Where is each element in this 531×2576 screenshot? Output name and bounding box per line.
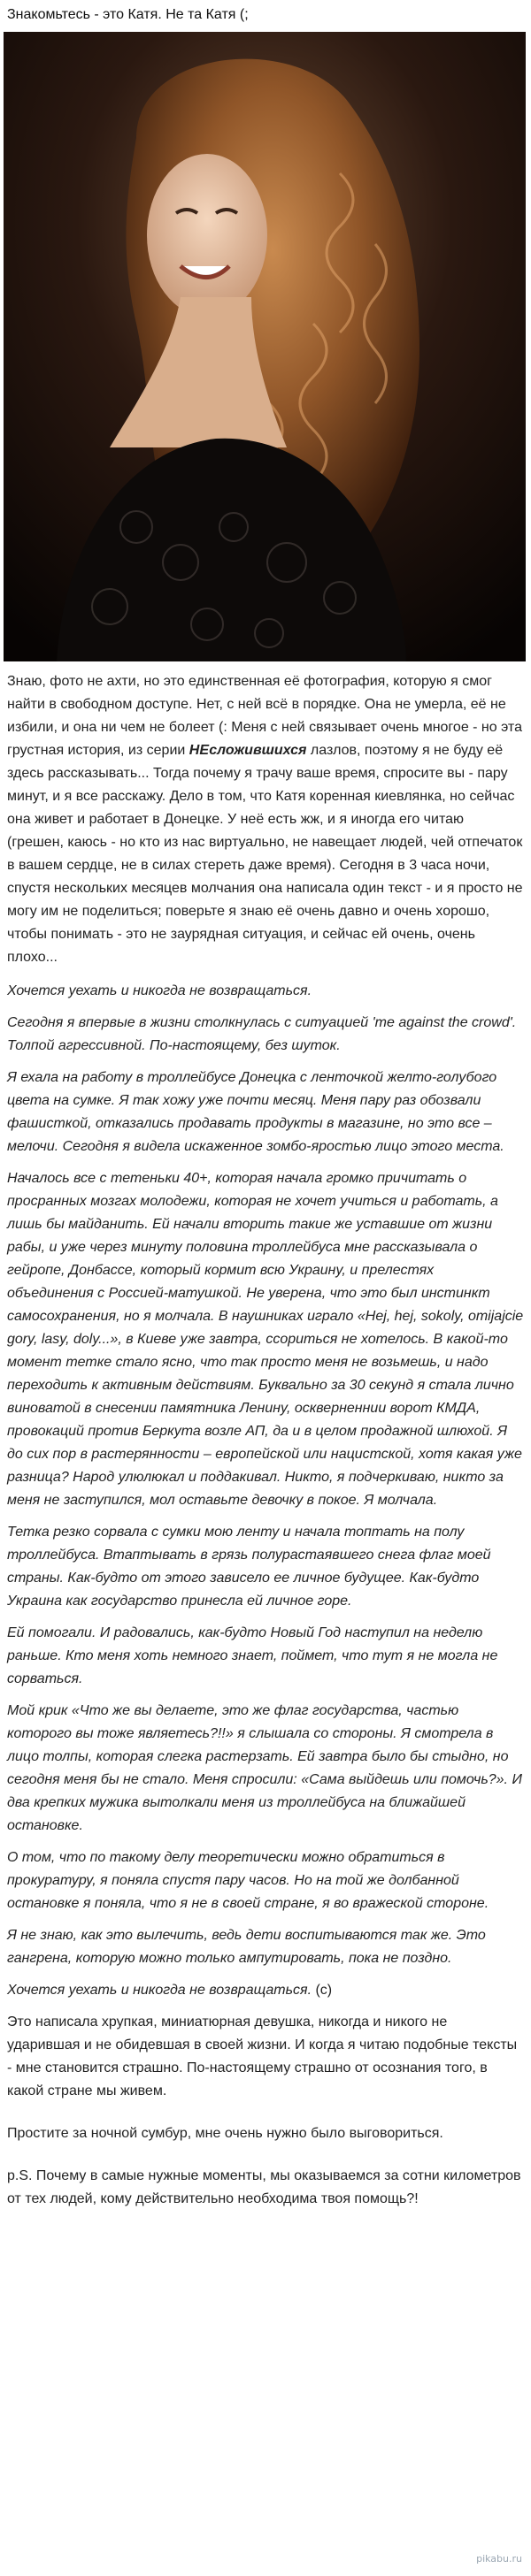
intro-emphasis: НЕсложившихся	[189, 743, 307, 758]
story-paragraph: Сегодня я впервые в жизни столкнулась с ситуацией 'me against the crowd'. Толпой агрессивной. По-настоящему, без шуток.	[7, 1015, 517, 1053]
watermark: pikabu.ru	[476, 2553, 522, 2565]
closing-quote: Хочется уехать и никогда не возвращаться. (с)	[7, 1983, 333, 1998]
story-paragraph: Ей помогали. И радовались, как-будто Новый Год наступил на неделю раньше. Кто меня хоть немного знает, поймет, что тут я не могла не сорваться.	[7, 1625, 498, 1686]
woman-photo-icon	[4, 32, 526, 661]
story-paragraph: Я не знаю, как это вылечить, ведь дети воспитываются так же. Это гангрена, которую можно только ампутировать, пока не поздно.	[7, 1928, 486, 1966]
outro-text: Это написала хрупкая, миниатюрная девушка, никогда и никого не ударившая и не обидевшая в своей жизни. И когда я читаю подобные тексты - мне становится страшно. По-настоящему страшно от осознания того, в какой стране мы живем.	[7, 2014, 518, 2098]
post-title: Знакомьтесь - это Катя. Не та Катя (;	[7, 7, 249, 22]
story-paragraph: Тетка резко сорвала с сумки мою ленту и начала топтать на полу троллейбуса. Втаптывать в грязь полурастаявшего снега флаг моей страны. Как-будто от этого зависело ее личное будущее. Как-будто Украина как государство принесла ей личное горе.	[7, 1525, 491, 1609]
story-quote	[7, 980, 524, 2002]
story-paragraph: Началось все с тетеньки 40+, которая начала громко причитать о просранных мозгах молодежи, которая не хочет учиться и работать, а лишь бы майданить. Ей начали вторить такие же уставшие от жизни рабы, и уже через минуту половина троллейбуса мне рассказывала о гейропе, Донбассе, который кормит всю Украину, и прелестях объединения с Россией-матушкой. Не уверена, что это был инстинкт самосохранения, но я молчала. В наушниках играло «Hej, hej, sokoly, omijajcie gory, lasy, doly...», в Киеве уже завтра, ссориться не хотелось. В какой-то момент тетке стало ясно, что так просто меня не возьмешь, и надо переходить к активным действиям. Буквально за 30 секунд я стала лично виноватой в снесении памятника Ленину, оскверненнии ворот КМДА, провокаций против Беркута возле АП, да и в целом продажной шлюхой. Я до сих пор в растерянности – европейской или нацистской, хотя какая уже разница? Народ улюлюкал и поддакивал. Никто, я подчеркиваю, никто за меня не заступился, мол оставьте девочку в покое. Я молчала.	[7, 1171, 524, 1508]
story-paragraph: Хочется уехать и никогда не возвращаться.	[7, 983, 312, 998]
story-paragraph: Я ехала на работу в троллейбусе Донецка с ленточкой желто-голубого цвета на сумке. Я так хожу уже почти месяц. Меня пару раз обозвали фашисткой, отказались продавать продукты в магазине, но это все – мелочи. Сегодня я видела искаженное зомбо-яростью лицо этого места.	[7, 1070, 504, 1154]
photo-katya	[4, 32, 526, 661]
story-paragraph: О том, что по такому делу теоретически можно обратиться в прокуратуру, я поняла спустя пару часов. Но на той же долбанной остановке я поняла, что я не в своей стране, я во вражеской стороне.	[7, 1850, 489, 1911]
intro-text: Знаю, фото не ахти, но это единственная её фотография, которую я смог найти в свободном доступе. Нет, с ней всё в порядке. Она не умерла, её не избили, и она ни чем не болеет (: Меня с ней связывает очень многое - но эта грустная история, из серии НЕсложившихся лазлов, поэтому я не буду её здесь рассказывать... Тогда почему я трачу ваше время, спросите вы - пару минут, и я все расскажу. Дело в том, что Катя коренная киевлянка, но сейчас она живет и работает в Донецке. У неё есть жж, и я иногда его читаю (грешен, каюсь - но кто из нас виртуально, не навещает людей, чей отпечаток в вашем сердце, не в силах стереть даже время). Сегодня в 3 часа ночи, спустя нескольких месяцев молчания она написала один текст - и я просто не могу им не поделиться; поверьте я знаю её очень давно и очень хорошо, чтобы понимать - это не заурядная ситуация, и сейчас ей очень, очень плохо...	[7, 674, 523, 965]
ps-text: p.S. Почему в самые нужные моменты, мы оказываемся за сотни километров от тех людей, кому действительно необходима твоя помощь?!	[7, 2168, 521, 2206]
story-paragraph: Мой крик «Что же вы делаете, это же флаг государства, частью которого вы тоже являетесь?!!» я слышала со стороны. Я смотрела в лицо толпы, которая слегка растерзать. Ей завтра было бы стыдно, но сегодня меня бы не стало. Меня спросили: «Сама выйдешь или помочь?». И два крепких мужика вытолкали меня из троллейбуса на ближайшей остановке.	[7, 1703, 522, 1833]
apology-text: Простите за ночной сумбур, мне очень нужно было выговориться.	[7, 2126, 443, 2141]
